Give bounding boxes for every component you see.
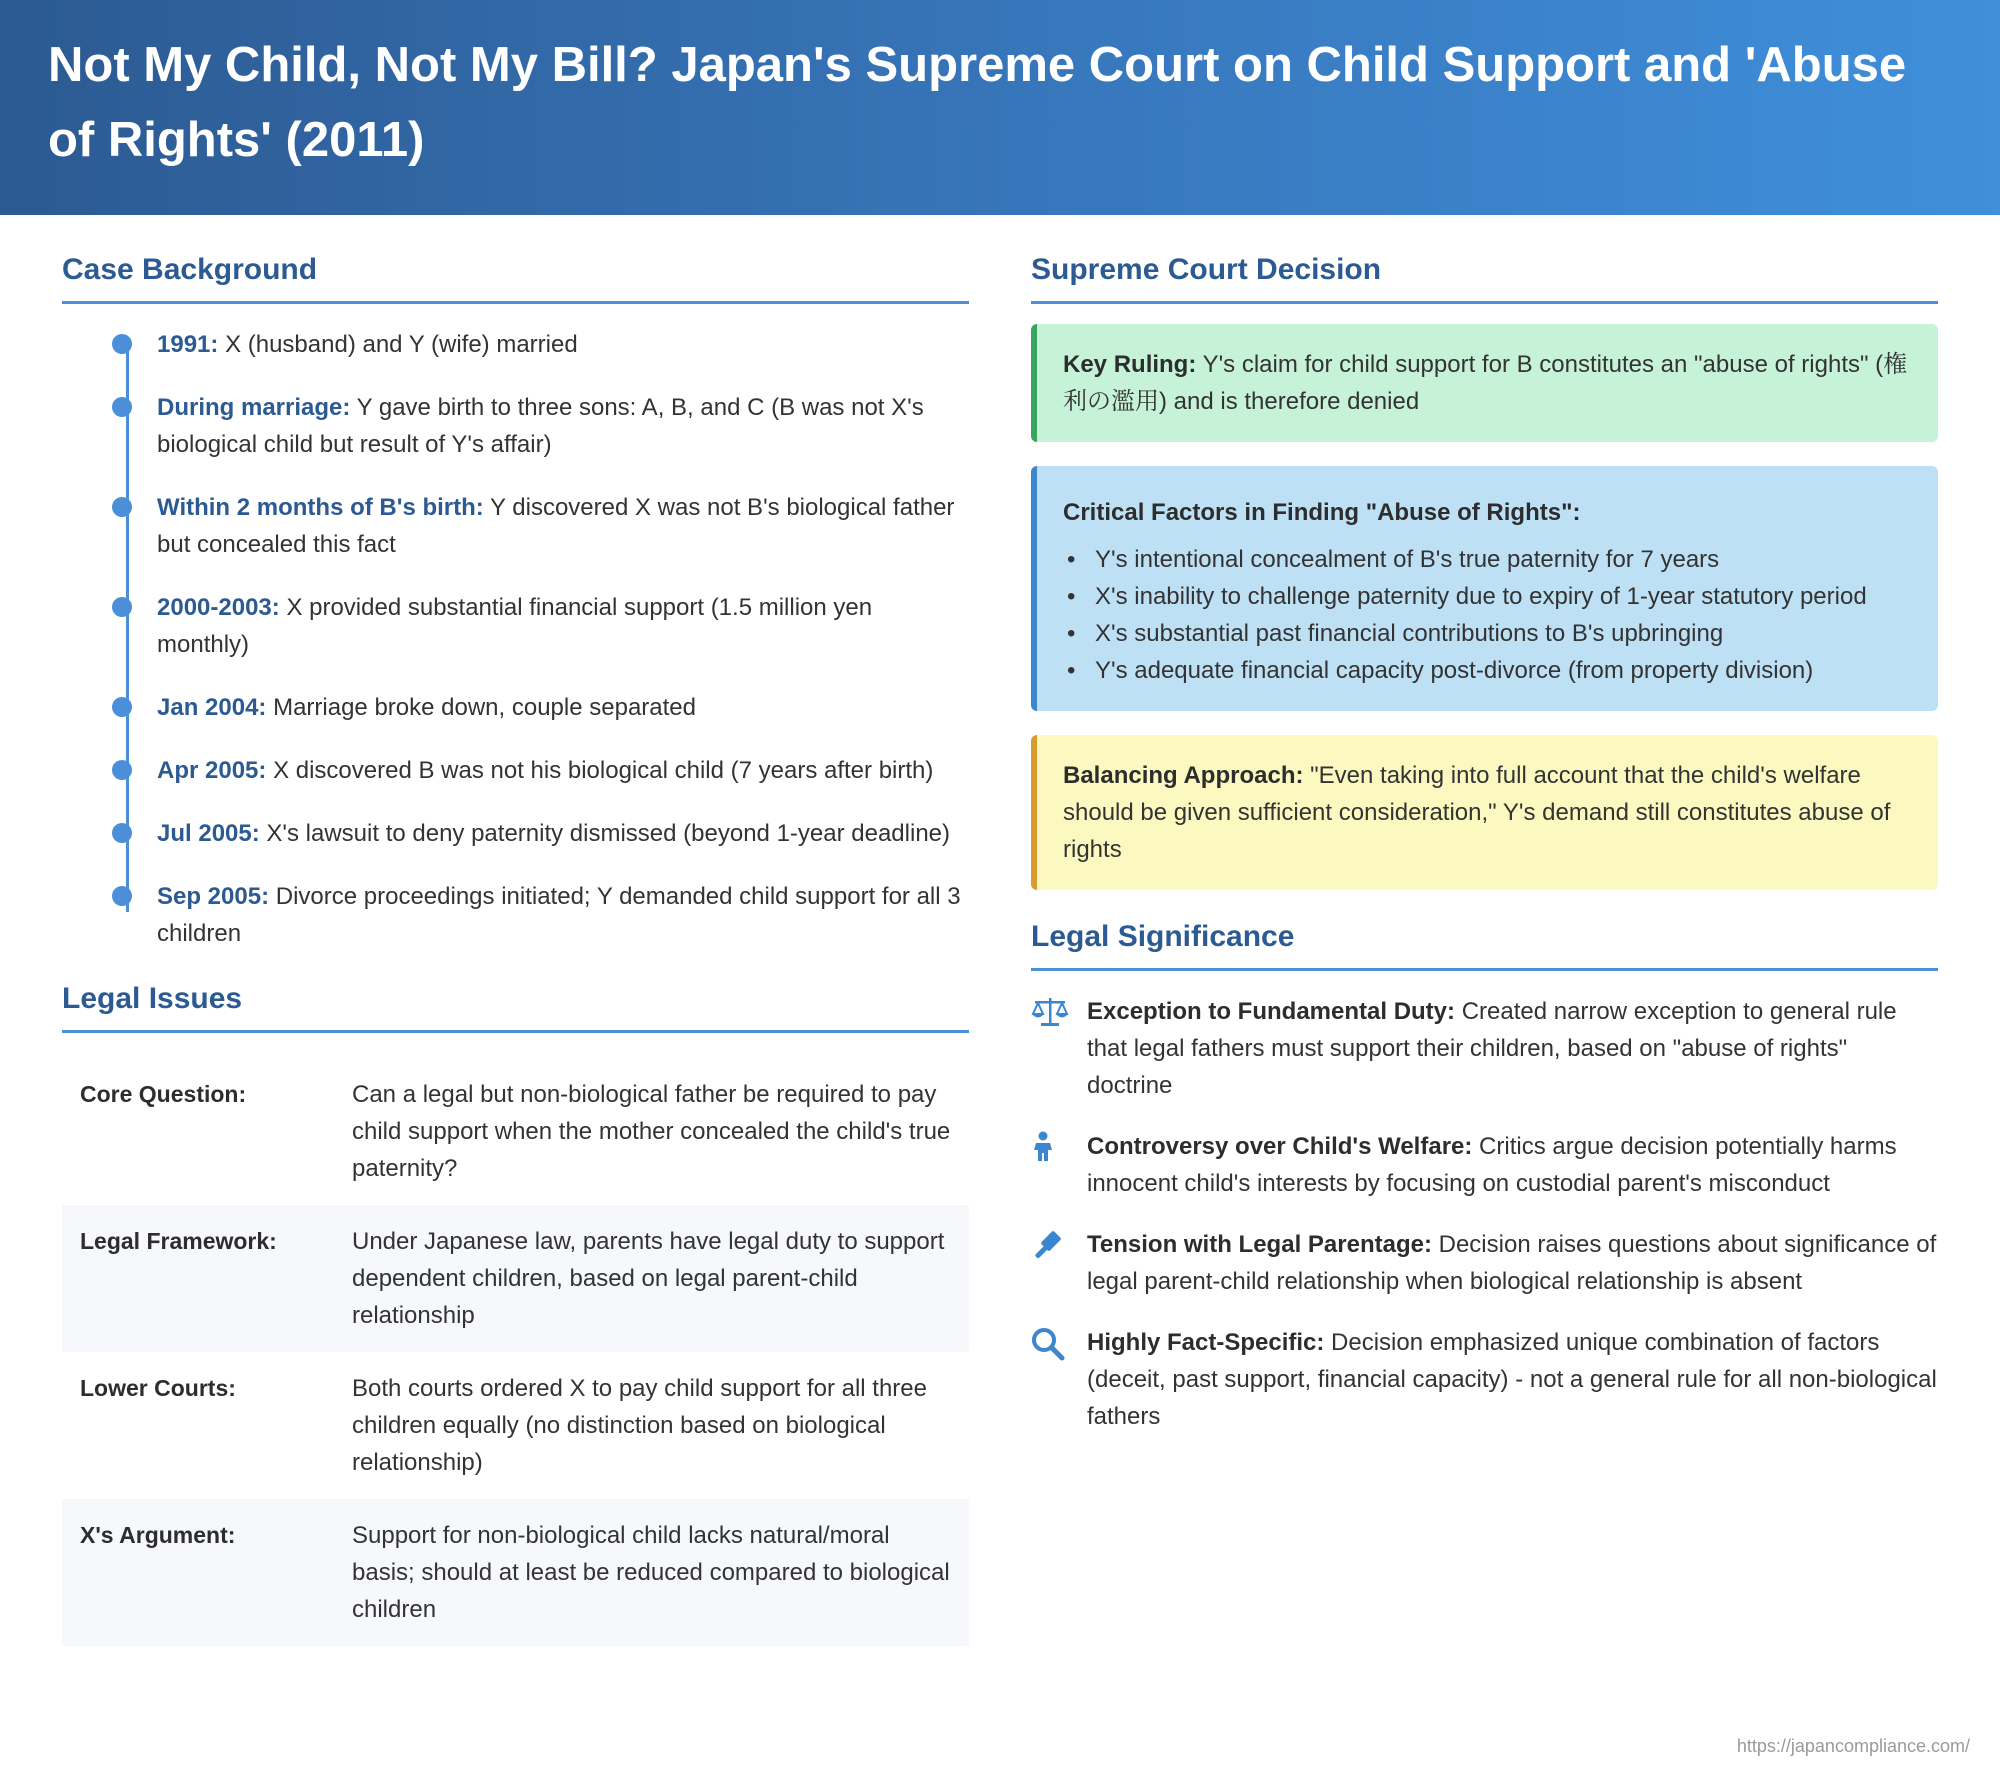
issue-label: X's Argument: — [80, 1522, 236, 1548]
search-icon — [1031, 1324, 1087, 1435]
significance-item — [1031, 1324, 1938, 1435]
timeline-dot — [112, 334, 132, 354]
timeline-dot — [112, 886, 132, 906]
footer-url[interactable]: https://japancompliance.com/ — [1736, 1736, 1970, 1756]
timeline-event — [157, 815, 969, 852]
critical-factors-list — [1063, 541, 1912, 689]
scale-icon — [1031, 993, 1087, 1104]
page-header — [0, 0, 2000, 215]
page-title: Not My Child, Not My Bill? Japan's Supreme Court on Child Support and 'Abuse of Rights' (2011) — [48, 38, 1907, 167]
timeline-date: Jan 2004: — [157, 694, 267, 721]
factor-item: • Y's adequate financial capacity post-divorce (from property division) — [1063, 652, 1912, 689]
significance-text — [1087, 1226, 1938, 1300]
timeline-dot — [112, 760, 132, 780]
significance-text — [1087, 993, 1938, 1104]
significance-description: Critics argue decision potentially harms innocent child's interests by focusing on custodial parent's misconduct — [1087, 1133, 1897, 1197]
balancing-approach-box — [1031, 735, 1938, 890]
timeline-text: Y discovered X was not B's biological father but concealed this fact — [157, 494, 955, 558]
balancing-label: Balancing Approach: — [1063, 762, 1304, 789]
child-icon — [1031, 1128, 1087, 1202]
timeline-date: 2000-2003: — [157, 594, 280, 621]
issue-row — [62, 1205, 969, 1352]
significance-text — [1087, 1324, 1938, 1435]
timeline-text: X (husband) and Y (wife) married — [225, 331, 578, 358]
timeline-text: Y gave birth to three sons: A, B, and C (B was not X's biological child but result of Y's affair) — [157, 394, 924, 458]
issue-label: Lower Courts: — [80, 1375, 236, 1401]
critical-factors-title: Critical Factors in Finding "Abuse of Rights": — [1063, 499, 1581, 526]
supreme-court-decision-heading: Supreme Court Decision — [1031, 253, 1938, 304]
issue-label: Legal Framework: — [80, 1228, 277, 1254]
timeline-date: 1991: — [157, 331, 219, 358]
timeline-event — [157, 326, 969, 363]
timeline-date: During marriage: — [157, 394, 351, 421]
significance-item — [1031, 993, 1938, 1104]
timeline-dot — [112, 697, 132, 717]
timeline-dot — [112, 823, 132, 843]
timeline-dot — [112, 597, 132, 617]
timeline-event — [157, 389, 969, 463]
legal-issues-table — [62, 1058, 969, 1646]
issue-row — [62, 1499, 969, 1646]
significance-description: Decision emphasized unique combination of factors (deceit, past support, financial capacity) - not a general rule for all non-biological fathers — [1087, 1329, 1937, 1430]
significance-text — [1087, 1128, 1938, 1202]
right-column — [1031, 215, 1938, 1459]
significance-item — [1031, 1226, 1938, 1300]
significance-label: Tension with Legal Parentage: — [1087, 1231, 1432, 1258]
timeline-date: Jul 2005: — [157, 820, 260, 847]
timeline-event — [157, 589, 969, 663]
timeline-text: Divorce proceedings initiated; Y demanded child support for all 3 children — [157, 883, 961, 947]
timeline-dot — [112, 397, 132, 417]
significance-description: Decision raises questions about significance of legal parent-child relationship when biological relationship is absent — [1087, 1231, 1937, 1295]
legal-significance-heading: Legal Significance — [1031, 920, 1938, 971]
legal-significance-list — [1031, 993, 1938, 1435]
significance-description: Created narrow exception to general rule that legal fathers must support their children, based on "abuse of rights" doctrine — [1087, 998, 1897, 1099]
issue-text: Under Japanese law, parents have legal duty to support dependent children, based on legal parent-child relationship — [352, 1228, 945, 1329]
critical-factors-box — [1031, 466, 1938, 711]
key-ruling-text: Y's claim for child support for B constitutes an "abuse of rights" (権利の濫用) and is therefore denied — [1063, 351, 1908, 415]
case-timeline — [62, 326, 969, 952]
factor-item: • X's inability to challenge paternity due to expiry of 1-year statutory period — [1063, 578, 1912, 615]
factor-item: • X's substantial past financial contributions to B's upbringing — [1063, 615, 1912, 652]
significance-label: Controversy over Child's Welfare: — [1087, 1133, 1473, 1160]
timeline-date: Sep 2005: — [157, 883, 270, 910]
significance-label: Highly Fact-Specific: — [1087, 1329, 1325, 1356]
timeline-text: X provided substantial financial support (1.5 million yen monthly) — [157, 594, 873, 658]
issue-text: Both courts ordered X to pay child support for all three children equally (no distinction based on biological relationship) — [352, 1375, 927, 1476]
gavel-icon — [1031, 1226, 1087, 1300]
timeline-dot — [112, 497, 132, 517]
balancing-text: "Even taking into full account that the child's welfare should be given sufficient consideration," Y's demand still constitutes abuse of rights — [1063, 762, 1891, 863]
key-ruling-label: Key Ruling: — [1063, 351, 1197, 378]
issue-text: Can a legal but non-biological father be required to pay child support when the mother concealed the child's true paternity? — [352, 1081, 951, 1182]
issue-row — [62, 1352, 969, 1499]
left-column — [62, 215, 969, 1646]
issue-text: Support for non-biological child lacks natural/moral basis; should at least be reduced compared to biological children — [352, 1522, 950, 1623]
factor-item: • Y's intentional concealment of B's true paternity for 7 years — [1063, 541, 1912, 578]
timeline-date: Within 2 months of B's birth: — [157, 494, 484, 521]
key-ruling-box — [1031, 324, 1938, 442]
timeline-text: X discovered B was not his biological child (7 years after birth) — [273, 757, 934, 784]
issue-row — [62, 1058, 969, 1205]
timeline-text: Marriage broke down, couple separated — [273, 694, 696, 721]
legal-issues-heading: Legal Issues — [62, 982, 969, 1033]
significance-item — [1031, 1128, 1938, 1202]
timeline-date: Apr 2005: — [157, 757, 267, 784]
timeline-event — [157, 752, 969, 789]
significance-label: Exception to Fundamental Duty: — [1087, 998, 1456, 1025]
issue-label: Core Question: — [80, 1081, 247, 1107]
timeline-event — [157, 689, 969, 726]
case-background-heading: Case Background — [62, 253, 969, 304]
timeline-event — [157, 489, 969, 563]
timeline-event — [157, 878, 969, 952]
timeline-text: X's lawsuit to deny paternity dismissed (beyond 1-year deadline) — [266, 820, 951, 847]
